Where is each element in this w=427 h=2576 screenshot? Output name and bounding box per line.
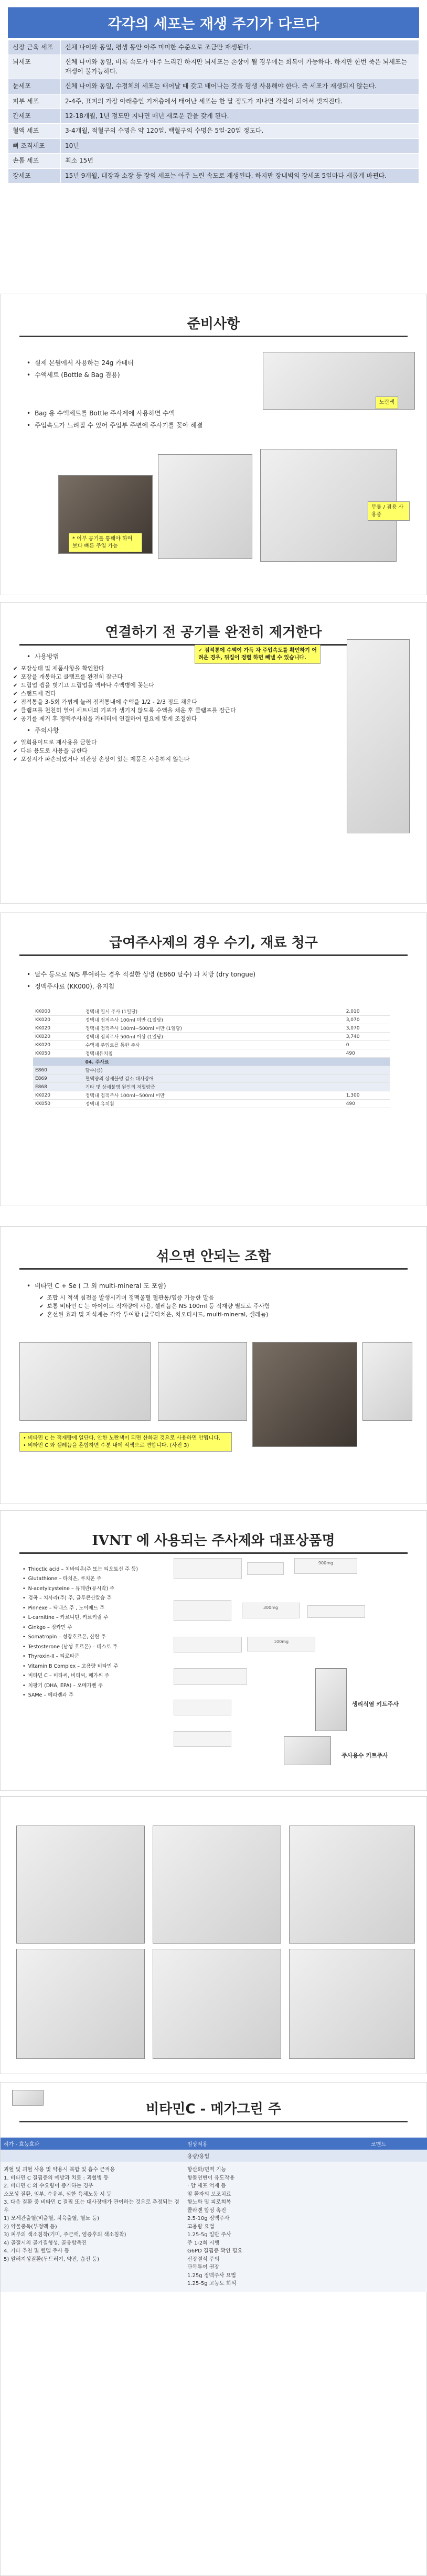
cell-line: 항산화/면역 기능 [187,2167,227,2173]
vitamin-c-table [1,2138,427,2292]
desc-cell: 15년 9개월, 대장과 소장 등 장의 세포는 아주 느린 속도로 재생된다. 하지만 장내벽의 장세포 5일마다 새롭게 바뀐다. [61,168,419,183]
organ-cell: 피부 세포 [8,94,61,109]
brand-card [174,1731,231,1747]
list-item: • SAMe – 헤파렌과 주 [23,1691,138,1698]
table-row [33,1091,390,1100]
list-item: • Thioctic acid – 치바티온(주 또는 티오토신 주 등) [23,1565,138,1572]
title-divider [19,954,408,956]
table-cell: E869 [33,1075,83,1083]
organ-cell: 장세포 [8,168,61,183]
table-row [33,1083,390,1091]
table-cell [344,1066,390,1075]
slide-title: 준비사항 [187,316,240,332]
combo-subs [39,1293,426,1318]
table-cell: 3,740 [344,1033,390,1041]
callout-warning: • 비타민 C 는 적재량에 일단다, 안한 노란색이 되면 산화된 것으로 사용하면 안됩니다. • 비타민 C 와 셀레늄을 혼합하면 수분 내에 적색으로 변합니다. (사진 3) [19,1432,232,1452]
bullet-item: • 정맥주사료 (KK000), 유지침 [27,982,426,991]
table-row [33,1041,390,1049]
table-row [8,40,419,55]
cell-line: 5) 알러지성질환(두드러기, 약진, 습진 등) [4,2256,100,2262]
desc-cell: 최소 15년 [61,154,419,168]
organ-cell: 혈액 세포 [8,124,61,138]
col-approval: 허가 - 효능효과 [1,2138,184,2150]
cell-line: 4) 골절시의 골기질형성, 골유합촉진 [4,2240,87,2246]
cell-line: 2) 약물중독(부정맥 등) [4,2224,57,2230]
table-row [8,55,419,79]
list-item: ✔ 스탠드에 건다 [13,689,307,697]
table-row [33,1100,390,1108]
table-cell: KK050 [33,1049,83,1058]
desc-cell: 신체 나이와 동일, 수정체의 세포는 태어날 때 갖고 태어나는 것을 평생 사용해야 한다. 즉 세포가 재생되지 않는다. [61,79,419,94]
cell-line: G6PD 결핍증 확인 필요 [187,2248,243,2254]
col-dosage: 용량/용법 [184,2150,368,2162]
claim-table [33,1007,390,1108]
cell-line: 1.25g 정맥주사 요법 [187,2272,236,2279]
brand-card [174,1637,242,1652]
desc-cell: 신체 나이와 동일, 비록 속도가 아주 느리긴 하지만 뇌세포는 손상이 될 경우에는 회복이 가능하다. 하지만 한번 죽은 뇌세포는 재생이 불가능하다. [61,55,419,79]
table-cell: 0 [344,1041,390,1049]
table-cell: KK020 [33,1091,83,1100]
callout-yellow: 노란색 [376,396,398,409]
table-row [8,79,419,94]
table-cell: KK000 [33,1007,83,1016]
list-item: • 치팡기 (DHA, EPA) – 오메가벤 주 [23,1681,138,1689]
list-item: ✔ 포장지가 파손되었거나 외관상 손상이 있는 제품은 사용하지 않는다 [13,755,426,763]
section-heading: • 주의사항 [27,726,426,735]
table-cell: 490 [344,1049,390,1058]
syringe-photo [153,1826,281,1944]
table-cell: 수액제 주입로를 통한 주사 [83,1041,344,1049]
table-cell: KK050 [33,1100,83,1108]
bottle-photo [158,454,252,559]
list-item: ✔ 혼선된 효과 및 자석계는 각각 투여함 (글루타치온, 치오티시드, multi-mineral, 셀레늄) [39,1310,426,1318]
cell-line: 신장결석 주의 [187,2256,220,2262]
desc-cell: 신체 나이와 동일, 평생 동안 아주 미미한 수준으로 조금만 재생된다. [61,40,419,55]
clinical-cell [184,2162,368,2292]
bottle-photo [153,1949,281,2059]
cell-line: 1) 모세관출혈(비출혈, 치육출혈, 혈뇨 등) [4,2216,100,2221]
vial-photo-2 [158,1342,247,1421]
callout-drip: ✓ 점적통에 수액이 가득 차 주입속도를 확인하기 어려운 경우, 뒤집어 정렬 하면 빼낼 수 있습니다. [195,645,321,664]
brand-card [174,1600,231,1621]
list-item: ✔ 포장상태 및 제품사항을 확인한다 [13,664,307,672]
cell-line: 1.25-5g 고농도 희석 [187,2281,237,2287]
table-cell [344,1058,390,1066]
organ-cell: 심장 근육 세포 [8,40,61,55]
cell-line: 항노화 및 피로회복 [187,2199,231,2205]
table-row [33,1066,390,1075]
title-divider [19,336,408,337]
cell-line: 4. 기타 추천 및 헬멜 주사 등 [4,2248,70,2254]
table-row [8,124,419,138]
slide-claims [0,913,427,1206]
table-cell: 혈액량의 상세불명 감소 대사장애 [83,1075,344,1083]
list-item: • Glutathione – 타치온, 루치온 주 [23,1574,138,1582]
table-cell: KK020 [33,1033,83,1041]
desc-cell: 2-4주, 표피의 가장 아래층인 기저층에서 태어난 세포는 한 달 정도가 지나면 각질이 되어서 벗겨진다. [61,94,419,109]
cell-line: 1. 비타민 C 결핍증의 예방과 치료 : 괴혈병 등 [4,2175,109,2181]
list-item: ✔ 드립업 캡을 벗기고 드립업을 액바나 수액병에 꽂는다 [13,681,307,689]
cell-line: 3) 피부의 색소침착(기미, 주근깨, 염증후의 색소침착) [4,2232,126,2238]
table-cell [344,1075,390,1083]
list-item: • 검곡 – 치사라(주) 주, 글루콘산칼슘 주 [23,1594,138,1601]
table-cell: 탈수(증) [83,1066,344,1075]
slide-vitamin-c [0,2082,427,2576]
comment-cell [368,2162,427,2292]
list-item: ✔ 조합 시 적색 침전물 발생시키며 정맥울혈 혈관통/염증 가능한 말음 [39,1293,426,1302]
table-cell: 정맥내 점적주사 100ml~500ml 미만 (1일당) [83,1024,344,1033]
col-comment: 코멘트 [368,2138,427,2150]
table-cell: KK020 [33,1041,83,1049]
cell-line: 2. 비타민 C 의 수요량이 증가하는 경우 [4,2183,93,2189]
regeneration-table [8,40,419,184]
water-kit-label: 주사용수 키트주사 [341,1752,388,1759]
table-row [33,1007,390,1016]
syringe-photo [252,1342,357,1447]
table-row [33,1016,390,1024]
brand-card [174,1558,242,1579]
list-item: • Ginkgo – 징카민 주 [23,1623,138,1630]
table-row [8,154,419,168]
brand-card [242,1603,300,1618]
brand-card [307,1605,365,1618]
water-kit-photo [284,1736,331,1765]
dose-label: 900mg [318,1561,334,1565]
dose-label: 300mg [263,1605,279,1610]
slide-title: 섞으면 안되는 조합 [156,1249,271,1264]
organ-cell: 손톱 세포 [8,154,61,168]
table-cell: 1,300 [344,1091,390,1100]
title-divider [19,1552,408,1554]
brand-card [247,1562,284,1575]
saline-kit-photo [315,1668,347,1731]
product-logo [12,2090,44,2106]
table-cell: 정맥내 점적주사 100ml 미만 (1일당) [83,1016,344,1024]
table-cell: 정맥내 점적주사 500ml 이상 (1일당) [83,1033,344,1041]
brand-card [294,1558,357,1574]
cell-line: · 암 세포 억제 등 [187,2183,226,2189]
bullet-item: • 실제 본원에서 사용하는 24g 카테터 [27,358,426,367]
list-item: • Testosterone (남성 호르몬) – 테스토 주 [23,1643,138,1650]
cell-line: 단독투여 권장 [187,2264,220,2270]
bullet-item: • 주입속도가 느려질 수 있어 주입부 주변에 주사기를 꽂아 해결 [27,421,426,430]
slide-title: 비타민C - 메가그린 주 [146,2101,281,2117]
vial-photo [289,1949,415,2059]
cell-line: 괴혈 및 괴혈 사용 및 약용시 복합 및 흡수 근적용 [4,2167,115,2173]
table-row [33,1024,390,1033]
cell-line: 1.25-5g 일반 주사 [187,2232,231,2238]
table-cell [33,1058,83,1066]
table-cell: 정맥내 점적주사 100ml~500ml 미만 [83,1091,344,1100]
table-cell: 정맥내 유치침 [83,1100,344,1108]
cell-line: 2.5-10g 정맥주사 [187,2216,230,2221]
table-cell: 기타 및 상세불명 원인의 저혈량증 [83,1083,344,1091]
slide-title: 급여주사제의 경우 수기, 재료 청구 [109,935,318,951]
ampoule-photo [16,1949,145,2059]
table-row [33,1058,390,1066]
col-clinical: 임상적용 [184,2138,368,2150]
organ-cell: 눈세포 [8,79,61,94]
list-item: ✔ 클램프를 천천히 열어 세트내의 기포가 생기지 않도록 수액을 채운 후 클램프를 잠근다 [13,706,307,714]
vial-photo [289,1826,415,1944]
drug-list [23,1562,138,1701]
cell-line: 암 환자의 보조치료 [187,2191,231,2197]
cell-line: 소모성 질환, 임부, 수유부, 심한 육체노동 시 등 [4,2191,112,2197]
organ-cell: 뼈 조직세포 [8,138,61,153]
list-item: • Thyroxin-II – 티로타쿤 [23,1652,138,1659]
table-cell: 04. 주사료 [83,1058,344,1066]
list-item: ✔ 점적통을 3-5회 가볍게 눌러 점적통내에 수액을 1/2 - 2/3 정도 채운다 [13,697,307,706]
brand-card [247,1637,315,1651]
section-heading: • 사용방법 [27,652,426,661]
desc-cell: 3-4개월, 적혈구의 수명은 약 120일, 백혈구의 수명은 5일-20일 정도다. [61,124,419,138]
slide-remove-air [0,602,427,904]
slide-title: 각각의 세포는 재생 주기가 다르다 [8,7,419,38]
cell-line: 콜라겐 합성 촉진 [187,2207,226,2214]
desc-cell: 12-18개월, 1년 정도만 지나면 매년 새로운 간을 갖게 된다. [61,109,419,123]
slide-preparation [0,294,427,595]
vial-photo-1 [19,1342,151,1421]
bottle-photo [362,1342,412,1421]
usage-steps [13,664,307,723]
prep-bullets-2 [27,409,426,430]
list-item: • 비타민 C – 비타씨, 비티씨, 메가씨 주 [23,1671,138,1679]
cell-line: 주 1-2회 시행 [187,2240,220,2246]
slide-incompatible [0,1226,427,1504]
col-approval-sub [1,2150,184,2162]
table-row [8,138,419,153]
brand-card [174,1668,247,1685]
bullet-item: • 탈수 등으로 N/S 투여하는 경우 적절한 상병 (E860 탈수) 과 처방 (dry tongue) [27,970,426,979]
table-cell: 490 [344,1100,390,1108]
list-item: • Somatropin – 성장호르몬, 산란 주 [23,1633,138,1640]
vial-photo [16,1826,145,1944]
list-item: • N-acetylcysteine – 뮤테란(뮤시락) 주 [23,1584,138,1592]
slide-photos [0,1796,427,2074]
table-cell: KK020 [33,1024,83,1033]
organ-cell: 뇌세포 [8,55,61,79]
slide-title: IVNT 에 사용되는 주사제와 대표상품명 [92,1533,335,1549]
callout-dual: 무릎 / 겸용 사용중 [368,501,410,521]
table-row [33,1033,390,1041]
title-divider [19,2121,408,2122]
brand-card [174,1700,231,1715]
desc-cell: 10년 [61,138,419,153]
table-cell: 2,010 [344,1007,390,1016]
callout-air: * 이부 공기를 통해야 하며 보다 빠른 주입 가능 [69,533,142,552]
bullet-item: • Bag 용 수액세트를 Bottle 주사제에 사용하면 수액 [27,409,426,417]
approval-cell [1,2162,184,2292]
saline-kit-label: 생리식염 키트주사 [352,1701,399,1708]
table-row [33,1049,390,1058]
bullet-item: • 수액세트 (Bottle & Bag 겸용) [27,370,426,379]
table-cell [344,1083,390,1091]
iv-line-photo [347,639,410,833]
organ-cell: 간세포 [8,109,61,123]
list-item: ✔ 보통 비타민 C 는 아이이드 적재량에 사용, 셀레늄은 NS 100ml 등 적재량 별도로 주사함 [39,1302,426,1310]
dose-label: 100mg [273,1639,289,1644]
combo-bullets [27,1281,426,1290]
slide-cell-regeneration [0,0,427,286]
list-item: ✔ 포장을 개봉하고 클램프를 완전히 잠근다 [13,672,307,681]
table-cell: E868 [33,1083,83,1091]
list-item: • L-carnitine – 카르니틴, 카르키릴 주 [23,1613,138,1620]
table-cell: 정맥내유치침 [83,1049,344,1058]
slide-ivnt-drugs [0,1510,427,1791]
table-cell: E860 [33,1066,83,1075]
table-row [8,168,419,183]
table-cell: 3,070 [344,1024,390,1033]
title-divider [19,1268,408,1270]
table-cell: 정맥내 일시 주사 (1일당) [83,1007,344,1016]
table-cell: 3,070 [344,1016,390,1024]
list-item: ✔ 다른 용도로 사용을 금한다 [13,746,426,755]
table-cell: KK020 [33,1016,83,1024]
list-item: ✔ 공기를 제거 후 정맥주사침을 카테터에 연결하여 필요에 맞게 조절한다 [13,714,307,723]
cell-line: 고용량 요법 [187,2224,215,2230]
table-row [8,94,419,109]
col-comment-sub [368,2150,427,2162]
slide-title: 연결하기 전 공기를 완전히 제거한다 [105,625,322,640]
cell-line: 3. 다음 질환 중 비타민 C 결핍 또는 대사장애가 관여하는 것으로 추정되는 경우 [4,2199,179,2214]
list-item: • Vitamin B Complex – 고용량 비타민 주 [23,1662,138,1669]
list-item: • Pinnexe – 닥내스 주 , 노이메드 주 [23,1604,138,1611]
table-row [8,109,419,123]
list-item: ✔ 일회용이므로 재사용을 금한다 [13,738,426,746]
bullet-item: • 비타민 C + Se ( 그 외 multi-mineral 도 포함) [27,1281,426,1290]
claim-bullets [27,970,426,991]
table-row [33,1075,390,1083]
cell-line: 항돌연변이 유도작용 [187,2175,235,2181]
